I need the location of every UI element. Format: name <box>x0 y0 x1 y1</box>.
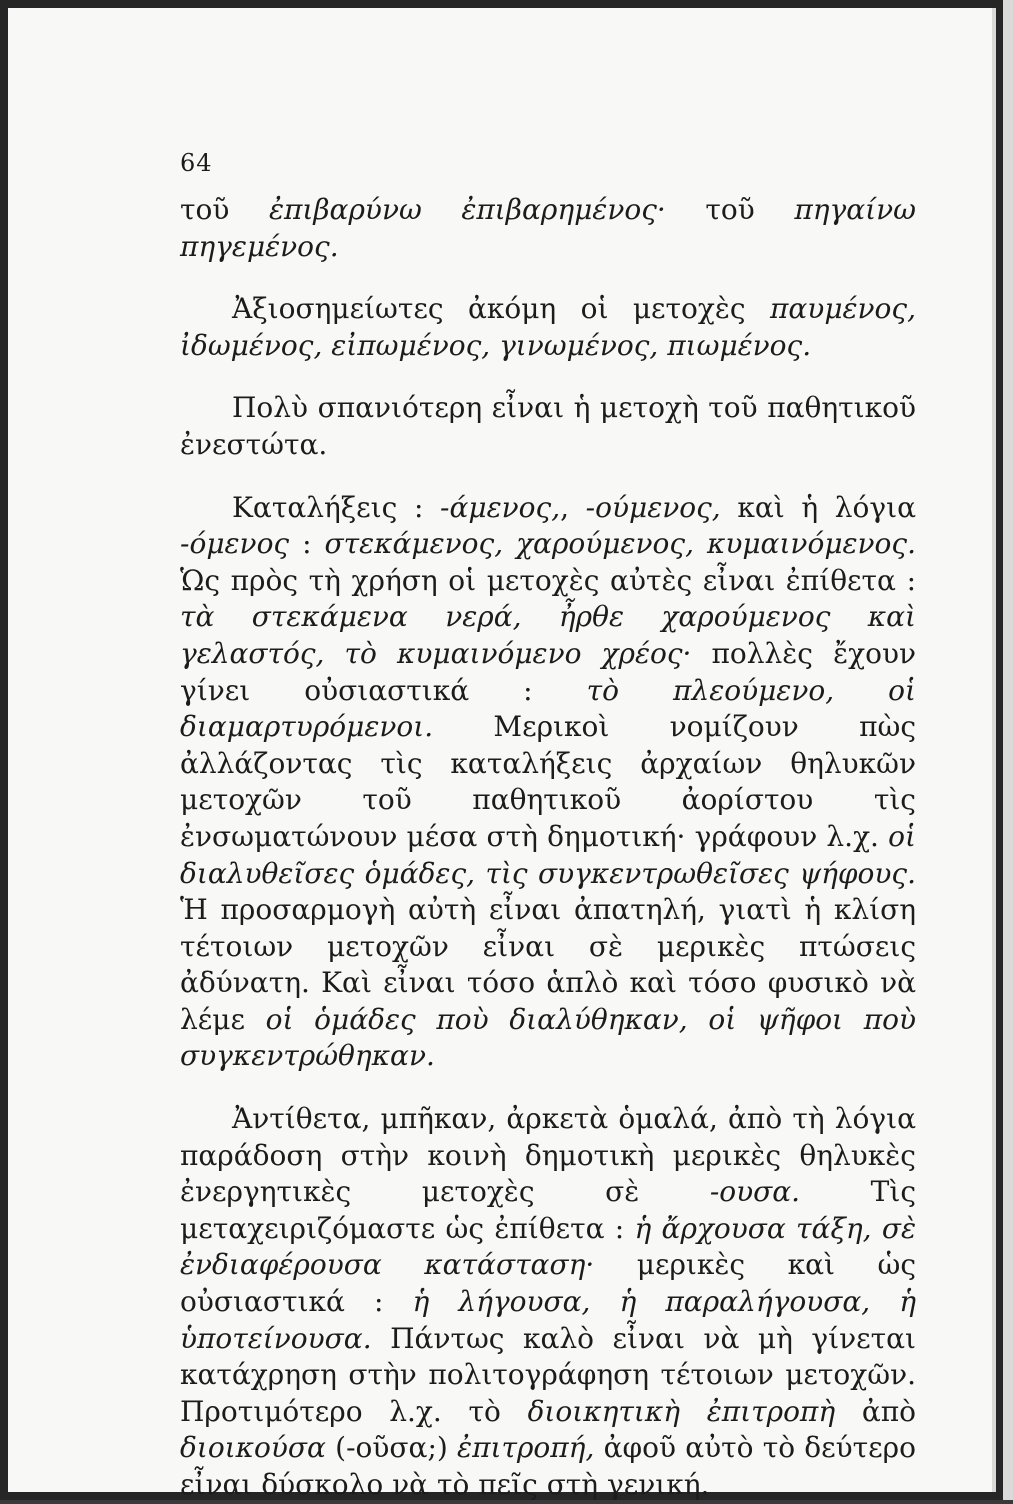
italic-text-run: -όμενος <box>180 527 290 561</box>
italic-text-run: οἱ διαλυθεῖσες ὁμάδες, τὶς συγκεντρωθεῖσες ψήφους. <box>180 819 916 890</box>
text-run: Ἀντίθετα, μπῆκαν, ἀρκετὰ ὁμαλά, ἀπὸ τὴ λόγια παράδοση στὴν κοινὴ δημοτικὴ μερικὲς θηλυκὲς ἐνεργητικὲς μετοχὲς σὲ <box>180 1102 916 1209</box>
text-run: Ἀξιοσημείωτες ἀκόμη οἱ μετοχὲς <box>232 292 770 326</box>
italic-text-run: διοικούσα <box>180 1431 326 1465</box>
italic-text-run: -ουσα. <box>709 1175 801 1209</box>
italic-text-run: -άμενος, <box>440 490 561 524</box>
text-run: Ὡς πρὸς τὴ χρήση οἱ μετοχὲς αὐτὲς εἶναι ἐπίθετα : <box>180 563 916 597</box>
italic-text-run: -ούμενος, <box>585 490 721 524</box>
paragraph <box>180 291 916 364</box>
book-page <box>8 8 996 1501</box>
text-run: Ἡ προσαρμογὴ αὐτὴ εἶναι ἀπατηλή, γιατὶ ἡ κλίση τέτοιων μετοχῶν εἶναι σὲ μερικὲς πτώσεις ἀδύνατη. Καὶ εἶναι τόσο ἁπλὸ καὶ τόσο φυσικὸ νὰ λέμε <box>180 893 916 1036</box>
body-text <box>180 192 916 1504</box>
italic-text-run: ἡ ἄρχουσα τάξη, σὲ ἐνδιαφέρουσα κατάσταση· <box>180 1211 916 1282</box>
italic-text-run: οἱ ὁμάδες ποὺ διαλύθηκαν, οἱ ψῆφοι ποὺ συγκεντρώθηκαν. <box>180 1002 916 1073</box>
text-run: Καταλήξεις : <box>232 490 441 524</box>
text-run: τοῦ <box>180 193 269 226</box>
text-run: ἀπὸ <box>835 1394 916 1428</box>
text-run: Τὶς μεταχειριζόμαστε ὡς ἐπίθετα : <box>180 1175 916 1245</box>
text-run: ἀφοῦ αὐτὸ τὸ δεύτερο εἶναι δύσκολο νὰ τὸ πεῖς στὴ γενική. <box>180 1431 916 1501</box>
text-run: (-οῦσα;) <box>325 1431 458 1465</box>
text-run: , <box>560 490 586 524</box>
text-run: Πάντως καλὸ εἶναι νὰ μὴ γίνεται κατάχρηση στὴν πολιτογράφηση τέτοιων μετοχῶν. Προτιμότερο λ.χ. τὸ <box>180 1321 916 1428</box>
paragraph <box>180 390 916 463</box>
italic-text-run: παυμένος, ἰδωμένος, εἰπωμένος, γινωμένος, πιωμένος. <box>180 292 916 362</box>
italic-text-run: ἐπιβαρύνω ἐπιβαρημένος· <box>268 193 666 226</box>
text-run: τοῦ <box>665 193 795 226</box>
text-run: μερικὲς καὶ ὡς οὐσιαστικά : <box>180 1248 916 1319</box>
italic-text-run: τὰ στεκάμενα νερά, ἦρθε χαρούμενος καὶ γελαστός, τὸ κυμαινόμενο χρέος· <box>180 600 916 670</box>
paragraph <box>180 490 916 1076</box>
scan-edge <box>1003 0 1013 1500</box>
italic-text-run: ἐπιτροπή, <box>457 1431 595 1465</box>
page-number: 64 <box>180 149 213 177</box>
text-run: Μερικοὶ νομίζουν πὼς ἀλλάζοντας τὶς καταλήξεις ἀρχαίων θηλυκῶν μετοχῶν τοῦ παθητικοῦ ἀορίστου τὶς ἐνσωματώνουν μέσα στὴ δημοτική· γράφουν λ.χ. <box>180 710 916 853</box>
paragraph <box>180 192 916 265</box>
paragraph <box>180 1101 916 1504</box>
italic-text-run: διοικητικὴ ἐπιτροπὴ <box>527 1394 836 1428</box>
text-run: καὶ ἡ λόγια <box>720 490 916 524</box>
text-run: Πολὺ σπανιότερη εἶναι ἡ μετοχὴ τοῦ παθητικοῦ ἐνεστώτα. <box>180 391 916 461</box>
text-run: πολλὲς ἔχουν γίνει οὐσιαστικά : <box>180 636 916 707</box>
italic-text-run: τὸ πλεούμενο, οἱ διαμαρτυρόμενοι. <box>180 673 916 744</box>
text-run: : <box>289 527 325 561</box>
italic-text-run: ἡ λήγουσα, ἡ παραλήγουσα, ἡ ὑποτείνουσα. <box>180 1285 916 1355</box>
italic-text-run: στεκάμενος, χαρούμενος, κυμαινόμενος. <box>324 527 916 561</box>
italic-text-run: πηγαίνω πηγεμένος. <box>180 193 916 263</box>
